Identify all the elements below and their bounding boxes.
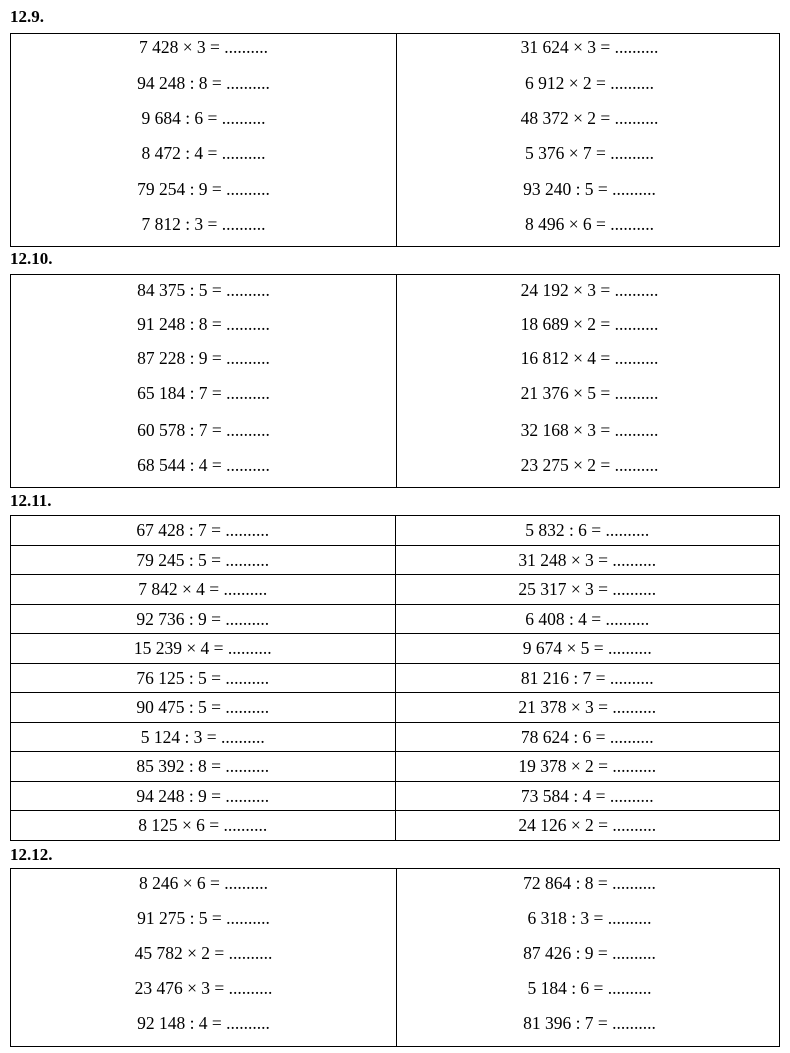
exercise-item: 7 842 × 4 = .......... (11, 575, 396, 605)
exercise-item: 91 248 : 8 = .......... (137, 314, 270, 334)
exercise-item: 45 782 × 2 = .......... (134, 943, 273, 963)
exercise-item: 9 674 × 5 = .......... (395, 634, 780, 664)
exercise-item: 6 912 × 2 = .......... (524, 73, 655, 93)
table-row (11, 722, 780, 752)
exercise-item: 31 624 × 3 = .......... (520, 37, 659, 57)
exercise-item: 87 228 : 9 = .......... (137, 348, 270, 368)
table-row (11, 545, 780, 575)
exercise-item: 87 426 : 9 = .......... (523, 943, 656, 963)
exercise-item: 5 376 × 7 = .......... (524, 143, 655, 163)
exercise-item: 90 475 : 5 = .......... (11, 693, 396, 723)
exercise-item: 85 392 : 8 = .......... (11, 752, 396, 782)
exercise-item: 81 216 : 7 = .......... (395, 663, 780, 693)
table-row (11, 781, 780, 811)
exercise-item: 73 584 : 4 = .......... (395, 781, 780, 811)
exercise-item: 25 317 × 3 = .......... (395, 575, 780, 605)
exercise-item: 67 428 : 7 = .......... (11, 516, 396, 546)
section-title-12-10: 12.10. (10, 249, 53, 268)
exercise-item: 72 864 : 8 = .......... (523, 873, 656, 893)
exercise-item: 24 126 × 2 = .......... (395, 811, 780, 841)
exercise-item: 8 496 × 6 = .......... (524, 214, 655, 234)
exercise-item: 5 124 : 3 = .......... (11, 722, 396, 752)
exercise-item: 21 376 × 5 = .......... (520, 383, 659, 403)
exercise-item: 60 578 : 7 = .......... (137, 420, 270, 440)
exercise-item: 5 832 : 6 = .......... (395, 516, 780, 546)
exercise-item: 48 372 × 2 = .......... (520, 108, 659, 128)
exercise-item: 8 125 × 6 = .......... (11, 811, 396, 841)
exercise-item: 5 184 : 6 = .......... (527, 978, 652, 998)
table-row (11, 811, 780, 841)
exercise-item: 18 689 × 2 = .......... (520, 314, 659, 334)
section-title-12-9: 12.9. (10, 7, 44, 26)
table-row (11, 516, 780, 546)
exercise-item: 9 684 : 6 = .......... (141, 108, 266, 128)
exercise-item: 23 476 × 3 = .......... (134, 978, 273, 998)
exercise-item: 8 472 : 4 = .......... (141, 143, 266, 163)
exercise-item: 79 254 : 9 = .......... (137, 179, 270, 199)
table-row (11, 634, 780, 664)
exercise-item: 6 318 : 3 = .......... (527, 908, 652, 928)
exercise-item: 76 125 : 5 = .......... (11, 663, 396, 693)
exercise-item: 91 275 : 5 = .......... (137, 908, 270, 928)
exercise-item: 32 168 × 3 = .......... (520, 420, 659, 440)
table-row (11, 575, 780, 605)
exercise-item: 6 408 : 4 = .......... (395, 604, 780, 634)
exercise-item: 79 245 : 5 = .......... (11, 545, 396, 575)
exercise-item: 19 378 × 2 = .......... (395, 752, 780, 782)
exercise-item: 94 248 : 9 = .......... (11, 781, 396, 811)
section-title-12-12: 12.12. (10, 845, 53, 864)
section-title-12-11: 12.11. (10, 491, 52, 510)
exercise-box-12-9 (10, 33, 780, 247)
exercise-item: 23 275 × 2 = .......... (520, 455, 659, 475)
exercise-box-12-12 (10, 868, 780, 1047)
exercise-item: 7 428 × 3 = .......... (138, 37, 269, 57)
exercise-item: 81 396 : 7 = .......... (523, 1013, 656, 1033)
exercise-table-12-11 (10, 515, 780, 841)
exercise-item: 15 239 × 4 = .......... (11, 634, 396, 664)
exercise-item: 92 148 : 4 = .......... (137, 1013, 270, 1033)
table-row (11, 604, 780, 634)
exercise-item: 24 192 × 3 = .......... (520, 280, 659, 300)
exercise-box-12-10 (10, 274, 780, 488)
table-row (11, 693, 780, 723)
exercise-item: 78 624 : 6 = .......... (395, 722, 780, 752)
exercise-item: 84 375 : 5 = .......... (137, 280, 270, 300)
exercise-item: 93 240 : 5 = .......... (523, 179, 656, 199)
exercise-item: 21 378 × 3 = .......... (395, 693, 780, 723)
exercise-item: 94 248 : 8 = .......... (137, 73, 270, 93)
exercise-item: 7 812 : 3 = .......... (141, 214, 266, 234)
table-row (11, 663, 780, 693)
table-row (11, 752, 780, 782)
exercise-item: 8 246 × 6 = .......... (138, 873, 269, 893)
exercise-item: 31 248 × 3 = .......... (395, 545, 780, 575)
exercise-item: 68 544 : 4 = .......... (137, 455, 270, 475)
exercise-item: 65 184 : 7 = .......... (137, 383, 270, 403)
exercise-item: 16 812 × 4 = .......... (520, 348, 659, 368)
exercise-item: 92 736 : 9 = .......... (11, 604, 396, 634)
